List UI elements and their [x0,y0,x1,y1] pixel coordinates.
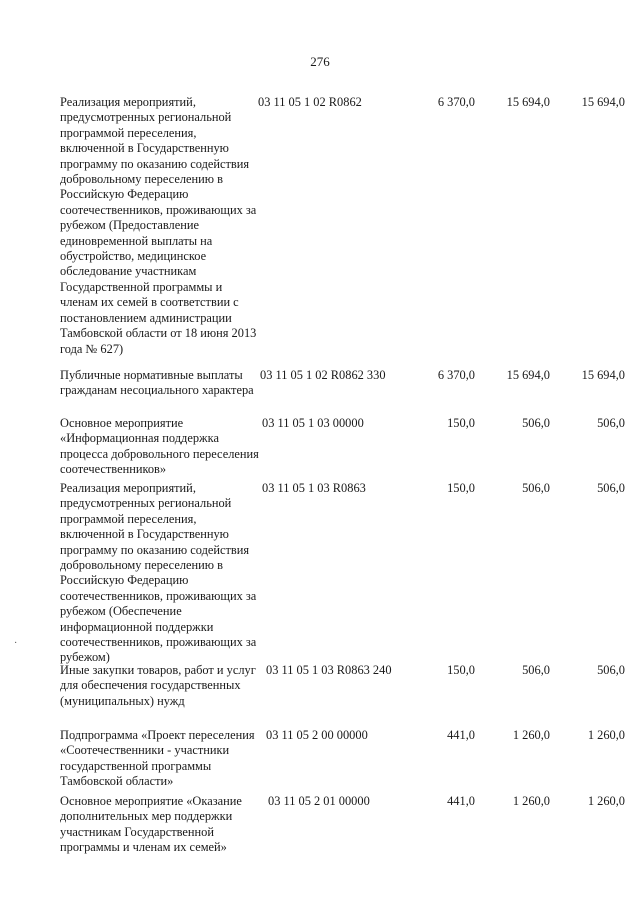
row-code: 03 11 05 1 02 R0862 [258,95,362,109]
row-value-2: 15 694,0 [506,95,550,109]
row-code: 03 11 05 1 03 00000 [262,416,364,430]
row-description: Подпрограмма «Проект переселения «Соотечественники - участники государственной программы Тамбовской области» [60,728,255,789]
row-value-2: 506,0 [522,663,550,677]
row-value-2: 1 260,0 [512,794,550,808]
row-value-2: 15 694,0 [506,368,550,382]
row-code: 03 11 05 1 03 R0863 [262,481,366,495]
row-description: Реализация мероприятий, предусмотренных региональной программой переселения, включенной в Государственную программу по оказанию содействия добровольному переселению в Российскую Федерацию соотечественников, проживающих за рубежом (Обеспечение информационной поддержки соотечественников, проживающих за рубежом) [60,481,257,665]
row-value-3: 506,0 [597,416,625,430]
row-value-1: 150,0 [447,416,475,430]
row-value-1: 6 370,0 [437,368,475,382]
row-value-3: 15 694,0 [581,368,625,382]
row-value-3: 506,0 [597,663,625,677]
row-value-1: 441,0 [447,794,475,808]
page-number: 276 [310,54,330,69]
row-description: Иные закупки товаров, работ и услуг для обеспечения государственных (муниципальных) нужд [60,663,256,708]
row-value-2: 506,0 [522,416,550,430]
row-value-2: 1 260,0 [512,728,550,742]
row-code: 03 11 05 2 00 00000 [266,728,368,742]
row-value-3: 15 694,0 [581,95,625,109]
row-code: 03 11 05 1 02 R0862 330 [260,368,386,382]
row-code: 03 11 05 2 01 00000 [268,794,370,808]
row-value-1: 6 370,0 [437,95,475,109]
row-value-2: 506,0 [522,481,550,495]
row-code: 03 11 05 1 03 R0863 240 [266,663,392,677]
row-value-1: 150,0 [447,481,475,495]
row-description: Публичные нормативные выплаты гражданам несоциального характера [60,368,254,398]
row-value-3: 1 260,0 [587,794,625,808]
row-value-3: 1 260,0 [587,728,625,742]
row-description: Основное мероприятие «Оказание дополнительных мер поддержки участникам Государственной программы и членам их семей» [60,794,242,855]
row-description: Основное мероприятие «Информационная поддержка процесса добровольного переселения соотечественников» [60,416,259,477]
row-description: Реализация мероприятий, предусмотренных региональной программой переселения, включенной в Государственную программу по оказанию содействия добровольному переселению в Российскую Федерацию соотечественников, проживающих за рубежом (Предоставление единовременной выплаты на обустройство, медицинское обследование участникам Государственной программы и членам их семей в соответствии с постановлением администрации Тамбовской области от 18 июня 2013 года № 627) [60,95,257,356]
margin-mark: · [14,638,18,649]
row-value-1: 441,0 [447,728,475,742]
row-value-3: 506,0 [597,481,625,495]
row-value-1: 150,0 [447,663,475,677]
